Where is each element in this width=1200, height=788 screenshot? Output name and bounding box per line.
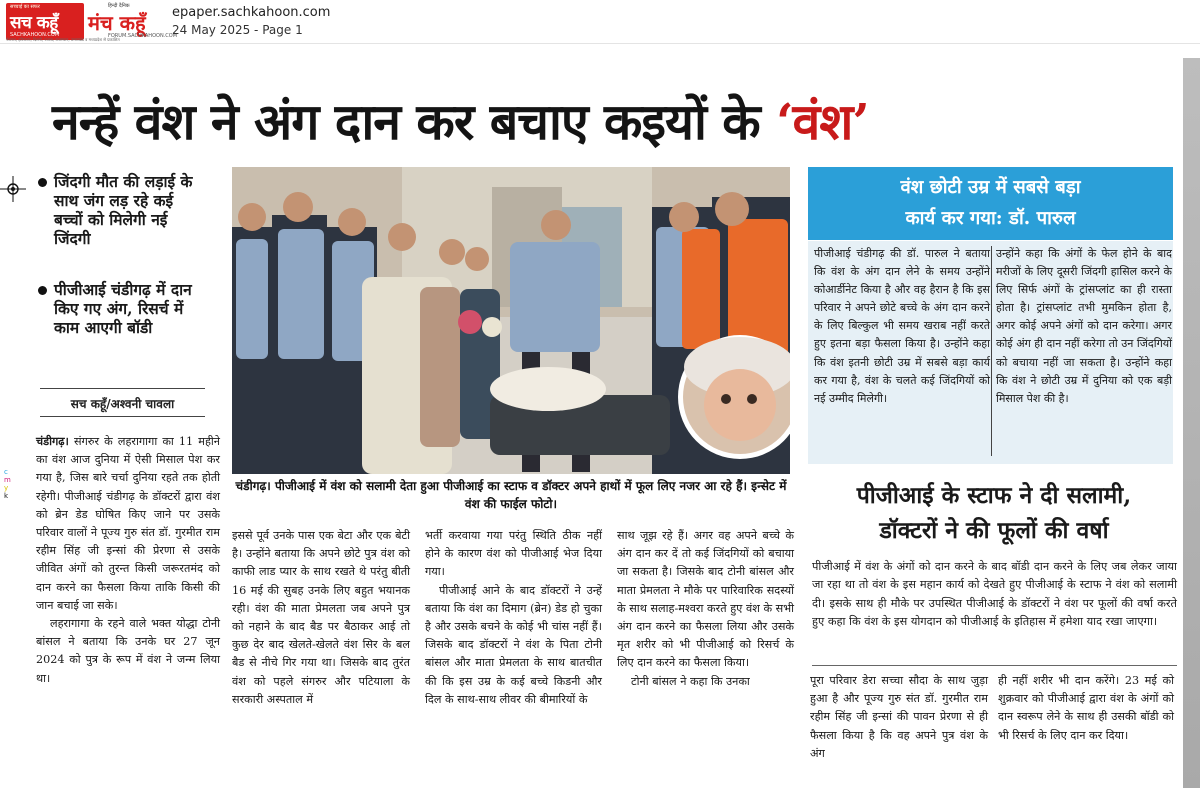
col2-text: इससे पूर्व उनके पास एक बेटा और एक बेटी है। उन्होंने बताया कि अपने छोटे पुत्र वंश को काफी लाड प्यार के साथ रखते थे परंतु बीती 16 मई की सुबह उनके लिए बहुत भयानक रही। वंश की माता प्रेमलता जब अपने पुत्र को नहाने के बाद बैड पर बैठाकर आई तो कुछ देर बाद खेलते-खेलते वंश सिर के बल बैड से नीचे गिर गया था। जिसके बाद तुरंत वंश को पहले संगरुर और पटियाला के सरकारी अस्पताल में xyxy=(232,529,410,706)
logo-site: SACHKAHOON.COM xyxy=(10,32,60,38)
epaper-header xyxy=(0,0,1200,44)
subsection-heading xyxy=(810,478,1178,556)
dateline: चंडीगढ़। xyxy=(36,434,69,448)
sidebox-divider xyxy=(991,246,992,456)
print-mark-m: m xyxy=(4,476,11,484)
cmyk-print-marks xyxy=(4,468,12,500)
epaper-url[interactable]: epaper.sachkahoon.com xyxy=(172,5,331,20)
article-photo[interactable] xyxy=(232,167,790,474)
print-mark-k: k xyxy=(4,492,9,500)
photo-caption xyxy=(232,477,790,513)
article-column-6 xyxy=(998,672,1174,745)
logo-tagline: सच्चाई का सफर xyxy=(10,4,40,10)
headline-accent: ‘वंश’ xyxy=(776,92,869,151)
subsection-divider xyxy=(812,665,1177,666)
sidebox-column-left: पीजीआई चंडीगढ़ की डॉ. पारुल ने बताया कि वंश के अंग दान लेने के समय उन्होंने कोआर्डीनेट किया है और वह हैरान है कि इस परिवार ने अपने छोटे बच्चे के अंग दान करने के लिए बिल्कुल भी समय खराब नहीं करते हुए इतना बड़ा फैसला किया है। उन्होंने कहा कि वंश इतनी छोटी उम्र में सबसे बड़ा कार्य कर गया है, वंश के चलते कई जिंदगियों को नई उम्मीद मिलेगी। xyxy=(814,247,990,405)
byline-rule-bottom xyxy=(40,416,205,417)
bullet-dot-icon xyxy=(38,178,47,187)
sidebox-title-line-2: कार्य कर गया: डॉ. पारुल xyxy=(905,208,1076,229)
print-mark-y: y xyxy=(4,484,9,492)
byline: सच कहूँ/अश्वनी चावला xyxy=(70,397,175,411)
logo-name: सच कहूँ xyxy=(10,13,58,33)
sidebox-title-line-1: वंश छोटी उम्र में सबसे बड़ा xyxy=(900,177,1081,198)
byline-rule-top xyxy=(40,388,205,389)
article-column-3 xyxy=(425,527,602,709)
highlight-bullet-1: जिंदगी मौत की लड़ाई के साथ जंग लड़ रहे कई बच्चों को मिलेगी नई जिंदगी xyxy=(38,172,206,248)
article-column-5 xyxy=(810,672,988,763)
subsection-heading-line-2: डॉक्टरों ने की फूलों की वर्षा xyxy=(879,517,1109,544)
col3-para-2: पीजीआई आने के बाद डॉक्टरों ने उन्हें बताया कि वंश का दिमाग (ब्रेन) डेड हो चुका है और उसके बचने के कोई भी चांस नहीं हैं। जिसके बाद डॉक्टरों ने वंश के पिता टोनी बांसल और माता प्रेमलता के साथ बातचीत की कि इस उम्र के कई बच्चे किडनी और दिल के साथ-साथ लीवर की बीमारियों के xyxy=(425,583,602,706)
article-headline xyxy=(52,82,1172,162)
logo2-site: FORUM.SACHKAHOON.COM xyxy=(108,33,178,39)
logo2-tagline: हिन्दी दैनिक xyxy=(108,3,130,9)
article-column-1 xyxy=(36,432,220,688)
page-edge-shadow xyxy=(1183,58,1200,788)
registration-mark-icon xyxy=(0,176,26,202)
col6-text: ही नहीं शरीर भी दान करेंगे। 23 मई को शुक्रवार को पीजीआई द्वारा वंश के अंगों को दान स्वरूप लेने के साथ ही उसकी बॉडी को भी रिसर्च के लिए दान कर दिया। xyxy=(998,674,1174,742)
issue-date-page: 24 May 2025 - Page 1 xyxy=(172,23,303,37)
caption-place: चंडीगढ़। xyxy=(235,479,271,493)
col4-para-2: टोनी बांसल ने कहा कि उनका xyxy=(631,674,750,688)
manch-kahoon-logo[interactable] xyxy=(86,3,178,40)
subsection-body: पीजीआई में वंश के अंगों को दान करने के बाद बॉडी दान करने के लिए जब लेकर जाया जा रहा था तो वंश के इस महान कार्य को देखते हुए पीजीआई के स्टाफ ने वंश को सलामी दी। इसके साथ ही मौके पर उपस्थित पीजीआई के डॉक्टरों ने वंश पर फूलों की वर्षा करते हुए कहा कि वंश के इस योगदान को पीजीआई के इतिहास में हमेशा याद रखा जाएगा। xyxy=(812,560,1177,628)
article-column-2 xyxy=(232,527,410,709)
editions-strip xyxy=(6,37,162,45)
col5-text: पूरा परिवार डेरा सच्चा सौदा के साथ जुड़ा हुआ है और पूज्य गुरु संत डॉ. गुरमीत राम रहीम सिंह जी इन्सां की पावन प्रेरणा से ही फैसला किया है कि वह अपने पुत्र वंश के अंग xyxy=(810,674,988,760)
caption-text: पीजीआई में वंश को सलामी देता हुआ पीजीआई का स्टाफ व डॉक्टर अपने हाथों में फूल लिए नजर आ रहे हैं। इन्सेट में वंश की फाईल फोटो। xyxy=(274,479,787,511)
print-mark-c: c xyxy=(4,468,8,476)
col1-para-2: लहरागागा के रहने वाले भक्त योद्धा टोनी बांसल ने बताया कि उनके घर 27 जून 2024 को पुत्र के रूप में वंश ने जन्म लिया था। xyxy=(36,617,220,685)
bullet-dot-icon xyxy=(38,286,47,295)
col3-para-1: भर्ती करवाया गया परंतु स्थिति ठीक नहीं होने के कारण वंश को पीजीआई भेज दिया गया। xyxy=(425,529,602,579)
highlight-bullet-2: पीजीआई चंडीगढ़ में दान किए गए अंग, रिसर्च में काम आएगी बॉडी xyxy=(38,280,206,337)
col1-para-1: संगरुर के लहरागागा का 11 महीने का वंश आज दुनिया में ऐसी मिसाल पेश कर गया है, जिस बारे चर्चा दुनिया रहते तक होती रहेगी। पीजीआई चंडीगढ़ के डॉक्टरों द्वारा वंश को ब्रेन डेड घोषित किए जाने पर उसके परिवार वालों ने पूज्य गुरु संत डॉ. गुरमीत राम रहीम सिंह जी इन्सां की प्रेरणा से उसके जीवित अंगों को तुरन्त किसी जरूरतमंद को दान करने का फैसला किया ताकि किसी की जान बचाई जा सके। xyxy=(36,435,221,612)
headline-main: नन्हें वंश ने अंग दान कर बचाए कइयों के xyxy=(52,92,777,151)
sachkahoon-logo[interactable] xyxy=(6,3,84,40)
sidebox-title xyxy=(808,167,1173,240)
logo2-name: मंच कहूँ xyxy=(88,11,146,35)
article-column-4 xyxy=(617,527,794,691)
col4-para-1: साथ जूझ रहे हैं। अगर वह अपने बच्चे के अंग दान कर दें तो कई जिंदगियों को बचाया जा सकता है। जिसके बाद टोनी बांसल और माता प्रेमलता ने मौके पर पारिवारिक सदस्यों के साथ सलाह-मश्वरा करते हुए वंश के सभी अंग दान करने का फैसला लिया और उसके मृत शरीर को भी पीजीआई को रिसर्च के लिए दान करने का फैसला किया। xyxy=(617,529,794,670)
subsection-heading-line-1: पीजीआई के स्टाफ ने दी सलामी, xyxy=(856,482,1132,509)
salute-photo-illustration xyxy=(232,167,790,474)
editions-text: नेशनल, हरियाणा, दिल्ली, पंजाब, राजस्थान, उत्तराखंड व मध्यप्रदेश से प्रकाशित xyxy=(6,37,120,42)
sidebox-column-right: उन्होंने कहा कि अंगों के फेल होने के बाद मरीजों के लिए दूसरी जिंदगी हासिल करने के लिए सिर्फ अंगों के ट्रांसप्लांट का ही रास्ता होता है। ट्रांसप्लांट तभी मुमकिन होता है, अगर कोई अपने अंगों को दान करेगा। अगर कोई अंग ही दान नहीं करेगा तो उन जिंदगियों को बचाया नहीं जा सकता है। उन्होंने कहा कि वंश ने छोटी उम्र में दुनिया को एक बड़ी मिसाल पेश की है। xyxy=(996,247,1172,405)
